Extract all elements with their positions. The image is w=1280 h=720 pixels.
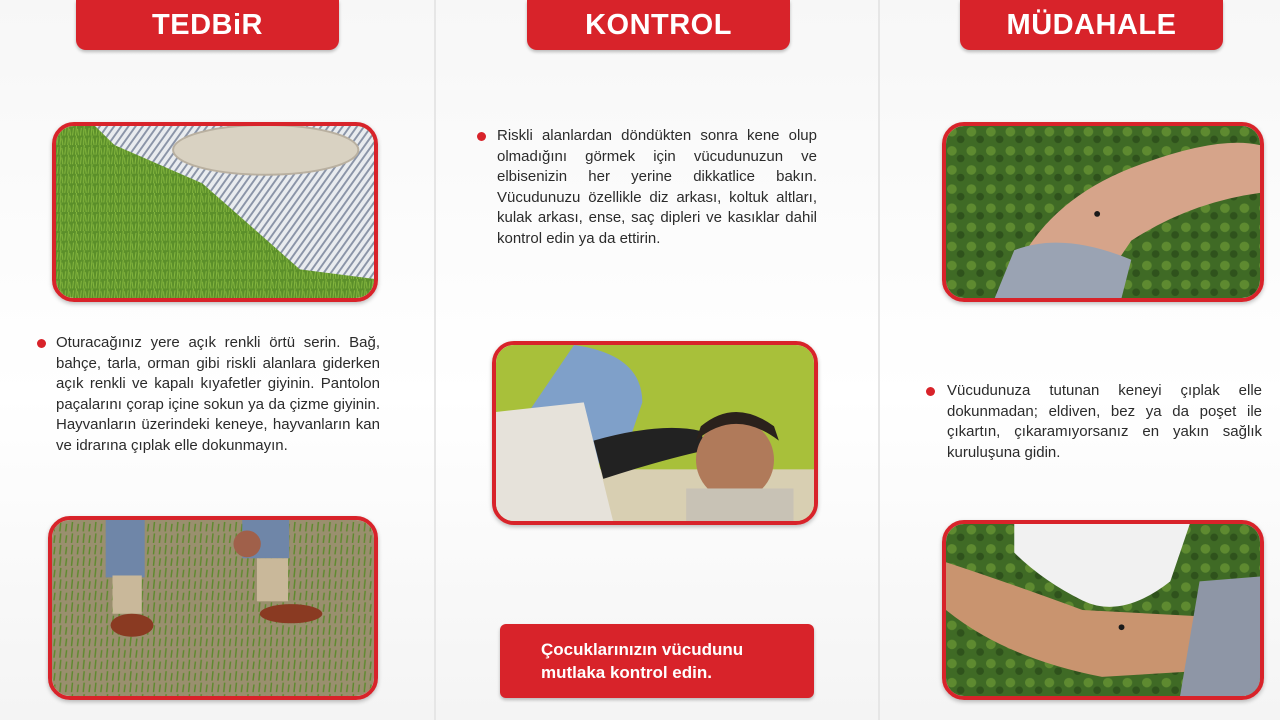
bullet-icon <box>477 132 486 141</box>
photo-checking-neck <box>492 341 818 525</box>
header-mudahale: MÜDAHALE <box>960 0 1223 50</box>
bullet-icon <box>926 387 935 396</box>
removing-tick-illustration <box>946 524 1260 696</box>
banner-text: Çocuklarınızın vücudunu mutlaka kontrol edin. <box>541 640 744 682</box>
photo-socks-over-trousers <box>48 516 378 700</box>
blanket-grass-illustration <box>56 126 374 298</box>
photo-tick-on-arm <box>942 122 1264 302</box>
header-tedbir: TEDBiR <box>76 0 339 50</box>
checking-neck-illustration <box>496 345 814 521</box>
kontrol-text: Riskli alanlardan döndükten sonra kene olup olmadığını görmek için vücudunuzun ve elbisenizin her yerine dikkatlice bakın. Vücudunuzu özellikle diz arkası, koltuk altları, kulak arkası, ense, saç dipleri ve kasıklar dahil kontrol edin ya da ettirin. <box>497 127 817 247</box>
bullet-icon <box>37 339 46 348</box>
children-check-banner <box>500 624 814 698</box>
tedbir-text: Oturacağınız yere açık renkli örtü serin. Bağ, bahçe, tarla, orman gibi riskli alanlara giderken açık renkli ve kapalı kıyafetler giyinin. Pantolon paçalarını çorap içine sokun ya da çizme giyinin. Hayvanların üzerindeki keneye, hayvanların kan ve idrarına çıplak elle dokunmayın. <box>56 334 380 454</box>
tick-on-arm-illustration <box>946 126 1260 298</box>
header-kontrol: KONTROL <box>527 0 790 50</box>
photo-removing-tick <box>942 520 1264 700</box>
socks-illustration <box>52 520 374 696</box>
photo-blanket-on-grass <box>52 122 378 302</box>
mudahale-text: Vücudunuza tutunan keneyi çıplak elle dokunmadan; eldiven, bez ya da poşet ile çıkartın, çıkaramıyorsanız en yakın sağlık kuruluşuna gidin. <box>947 382 1262 461</box>
